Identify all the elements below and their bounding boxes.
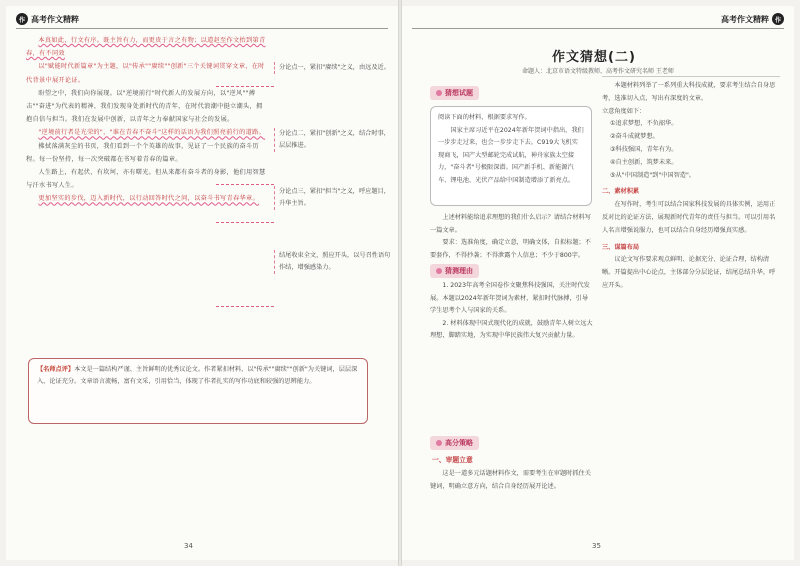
header-rule xyxy=(16,28,388,29)
essay-paragraph: 盼望之中，我们向你展现。以"逆境前行"时代新人的发展方向，以"逆风""搏击""奋进"为代表的精神，我们发现身处新时代的青年，在时代浪潮中挺立潮头，拥抱自信与担当。我们在发展中创新，以青年之力奉献国家与社会的发展。 xyxy=(26,89,263,124)
section-head-label: 猜想试题 xyxy=(445,89,473,97)
header-title: 高考作文精粹 xyxy=(31,14,79,24)
right-header xyxy=(721,12,784,26)
comment-text: 本文是一篇结构严谨、主旨鲜明的优秀议论文。作者紧扣材料，以"传承""赓续""创新"为关键词，层层深入，论证充分。文章语言流畅，富有文采，引用恰当，体现了作者扎实的写作功底和较强的思辨能力。 xyxy=(37,366,358,386)
side-note: 分论点三，紧扣"担当"之义，呼应题目，升华主旨。 xyxy=(274,186,392,210)
prompt-task: 上述材料能给追求理想的我们什么启示？请结合材料写一篇文章。 xyxy=(430,214,591,234)
reason-text: 2. 材料体现中国式现代化的成就，鼓励青年人树立远大理想，脚踏实地，为实现中华民族伟大复兴贡献力量。 xyxy=(430,319,593,340)
section-head-prompt xyxy=(430,86,479,100)
side-note: 分论点一，紧扣"赓续"之义，由远及近。 xyxy=(274,62,392,74)
layout-text: 议论文写作要求观点鲜明、论据充分、论证合理，结构清晰。开篇提出中心论点，主体部分分层论证，结尾总结升华，呼应开头。 xyxy=(602,256,776,289)
strategy-text: 这是一道多元话题材料作文，需要考生在审题时抓住关键词，明确立意方向，结合自身经历展开论述。 xyxy=(430,470,591,490)
essay-paragraph: 以"赋能时代新篇章"为主题，以"传承""赓续""创新"三个关键词贯穿文章，在时代背景中展开论证。 xyxy=(26,63,265,84)
left-header xyxy=(16,12,79,26)
note-connector xyxy=(216,306,274,307)
right-column xyxy=(602,80,780,293)
right-intro: 本题材料列举了一系列重大科技成就，要求考生结合自身思考，选准切入点，写出有深度的文章。 xyxy=(602,82,776,102)
sub-head-layout: 三、谋篇布局 xyxy=(602,243,640,251)
section-head-label: 高分策略 xyxy=(445,439,473,447)
column-rule xyxy=(602,76,780,77)
essay-paragraph: 更加坚实的步伐，迈入新时代，以行动回答时代之问，以奋斗书写青春华章。 xyxy=(38,195,259,203)
angle-option: ③科技强国，青年有为。 xyxy=(610,145,678,153)
header-badge-icon: 作 xyxy=(772,13,784,25)
material-text: 在写作时，考生可以结合国家科技发展的具体实例，运用正反对比的论证方法，展现新时代青年的责任与担当。可以引用名人名言增强说服力，也可以结合自身经历增强真实感。 xyxy=(602,201,776,234)
strategy-block xyxy=(430,468,594,493)
essay-paragraph: "逆境前行者是光荣的"，"谁在青春不奋斗"这样的话语为我们照亮前行的道路。 xyxy=(38,129,266,137)
section-head-reason xyxy=(430,264,479,278)
essay-paragraph: 拂拭落满灰尘的书页，我们看到一个个英雄的故事，见证了一个民族的奋斗历程。每一份坚持，每一次突破都在书写着青春的篇章。 xyxy=(26,142,259,163)
note-connector xyxy=(216,184,274,185)
sub-head-material: 二、素材积累 xyxy=(602,188,640,196)
reason-text: 1. 2023年高考全国卷作文聚焦科技强国，关注时代发展。本题以2024年新年贺词为素材，紧扣时代脉搏，引导学生思考个人与国家的关系。 xyxy=(430,282,590,315)
article-title: 作文猜想(二) xyxy=(552,50,636,65)
section-dot-icon xyxy=(436,90,442,96)
essay-paragraph: 人生路上，有起伏，有坎坷，亦有曙光。但从来都有奋斗者的身影，他们用智慧与汗水书写人生。 xyxy=(26,169,266,190)
comment-tag: 【名师点评】 xyxy=(37,366,75,373)
side-notes xyxy=(274,62,392,308)
angle-option: ⑤从"中国制造"到"中国智造"。 xyxy=(610,171,695,179)
page-number-text: 34 xyxy=(184,542,193,550)
angle-option: ①追求梦想，不负韶华。 xyxy=(610,120,678,128)
left-page-number xyxy=(184,542,193,550)
side-note: 分论点二，紧扣"创新"之义，结合时事，层层推进。 xyxy=(274,128,392,152)
side-note: 结尾收束全文，照应开头，以号召性语句作结，增强感染力。 xyxy=(274,250,392,274)
header-badge-icon: 作 xyxy=(16,13,28,25)
teacher-comment-box xyxy=(28,358,368,424)
section-dot-icon xyxy=(436,268,442,274)
essay-body xyxy=(26,34,268,206)
article-byline: 命题人：北京市语文特级教师、高考作文研究名师 王老师 xyxy=(522,68,674,75)
angle-option: ④自主创新，筑梦未来。 xyxy=(610,158,678,166)
right-page xyxy=(402,6,794,560)
note-connector xyxy=(216,86,274,87)
prompt-task-block xyxy=(430,212,594,262)
section-head-label: 猜测理由 xyxy=(445,267,473,275)
page-number-text: 35 xyxy=(592,542,601,550)
header-rule xyxy=(412,28,784,29)
angle-intro: 立意角度如下： xyxy=(602,107,646,115)
header-title: 高考作文精粹 xyxy=(721,14,769,24)
essay-paragraph: 本真如此，行文有序。既主旨有力，而更贵于言之有物；以道赵至作文抬到第青春，有不同效 xyxy=(26,37,266,58)
note-connector xyxy=(216,222,274,223)
prompt-requirements: 要求：选准角度，确定立意，明确文体，自拟标题；不要套作，不得抄袭；不得泄露个人信息；不少于800字。 xyxy=(430,239,591,259)
prompt-box xyxy=(430,106,592,206)
sub-head-audit: 一、审题立意 xyxy=(432,456,473,464)
left-page xyxy=(6,6,398,560)
right-page-number xyxy=(592,542,601,550)
section-head-strategy xyxy=(430,436,479,450)
section-dot-icon xyxy=(436,440,442,446)
prompt-text: 国家主席习近平在2024年新年贺词中指出，我们一步步走过来，也会一步步走下去。C919大飞机实现商飞，国产大型邮轮完成试航，神舟家族太空接力，"奋斗者"号极限深潜。国产新手机、新能源汽车、锂电池、光伏产品给中国制造增添了新亮点。 xyxy=(438,126,584,184)
angle-option: ②奋斗成就梦想。 xyxy=(610,133,659,141)
reason-block xyxy=(430,280,594,343)
prompt-intro: 阅读下面的材料，根据要求写作。 xyxy=(438,114,531,121)
